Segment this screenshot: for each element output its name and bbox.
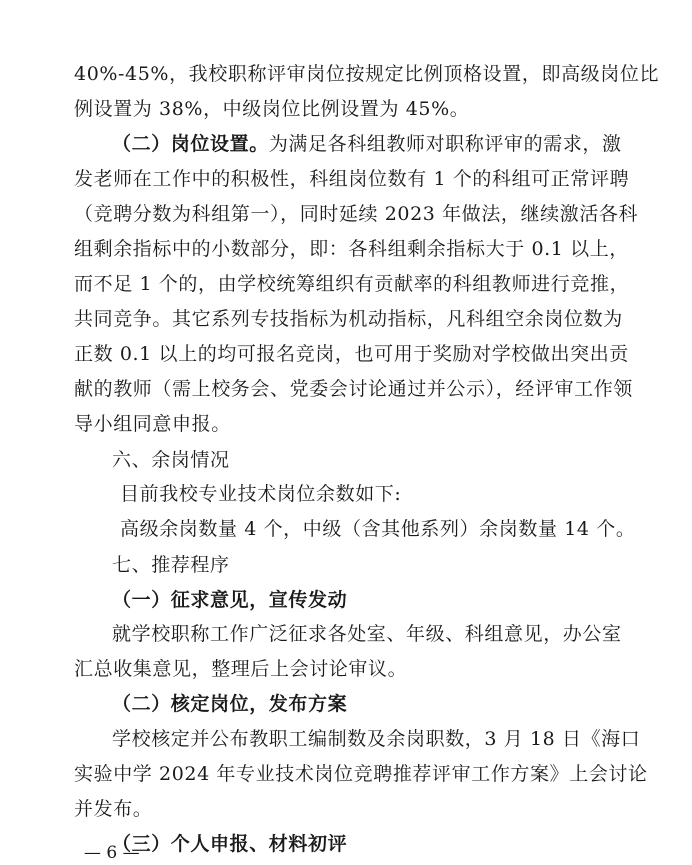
section-heading: 七、推荐程序 <box>112 554 230 576</box>
subsection-heading: （一）征求意见，宣传发动 <box>112 589 348 611</box>
paragraph-line: 目前我校专业技术岗位余数如下: <box>120 483 402 505</box>
section-heading: 六、余岗情况 <box>112 449 230 471</box>
paragraph-line: 导小组同意申报。 <box>74 413 231 435</box>
paragraph-line: 学校核定并公布教职工编制数及余岗职数，3 月 18 日《海口 <box>112 728 641 750</box>
paragraph-line: 献的教师（需上校务会、党委会讨论通过并公示），经评审工作领 <box>74 378 633 400</box>
subsection-heading: （二）核定岗位，发布方案 <box>112 693 348 715</box>
paragraph-line: 汇总收集意见，整理后上会讨论审议。 <box>74 658 408 680</box>
subsection-heading: （三）个人申报、材料初评 <box>112 833 348 855</box>
paragraph-line: 并发布。 <box>74 798 153 820</box>
paragraph-line: 组剩余指标中的小数部分，即：各科组剩余指标大于 0.1 以上， <box>74 238 629 260</box>
section-heading-inline: （二）岗位设置。 <box>112 133 269 155</box>
paragraph-line: 正数 0.1 以上的均可报名竞岗，也可用于奖励对学校做出突出贡 <box>74 343 629 365</box>
paragraph-line: 例设置为 38%，中级岗位比例设置为 45%。 <box>74 98 470 120</box>
paragraph-line: 实验中学 2024 年专业技术岗位竞聘推荐评审工作方案》上会讨论 <box>74 763 648 785</box>
paragraph-line <box>112 132 622 156</box>
page-number: — 6 — <box>84 843 140 863</box>
paragraph-line: 就学校职称工作广泛征求各处室、年级、科组意见，办公室 <box>112 623 622 645</box>
paragraph-line: 而不足 1 个的，由学校统筹组织有贡献率的科组教师进行竞推， <box>74 273 630 295</box>
paragraph-line: 共同竞争。其它系列专技指标为机动指标，凡科组空余岗位数为 <box>74 308 623 330</box>
paragraph-line: 40%-45%，我校职称评审岗位按规定比例顶格设置，即高级岗位比 <box>74 63 660 85</box>
paragraph-line: （竞聘分数为科组第一），同时延续 2023 年做法，继续激活各科 <box>74 203 639 225</box>
paragraph-line: 发老师在工作中的积极性，科组岗位数有 1 个的科组可正常评聘 <box>74 168 630 190</box>
paragraph-line: 高级余岗数量 4 个，中级（含其他系列）余岗数量 14 个。 <box>120 518 636 540</box>
paragraph-text: 为满足各科组教师对职称评审的需求，激 <box>268 133 622 155</box>
